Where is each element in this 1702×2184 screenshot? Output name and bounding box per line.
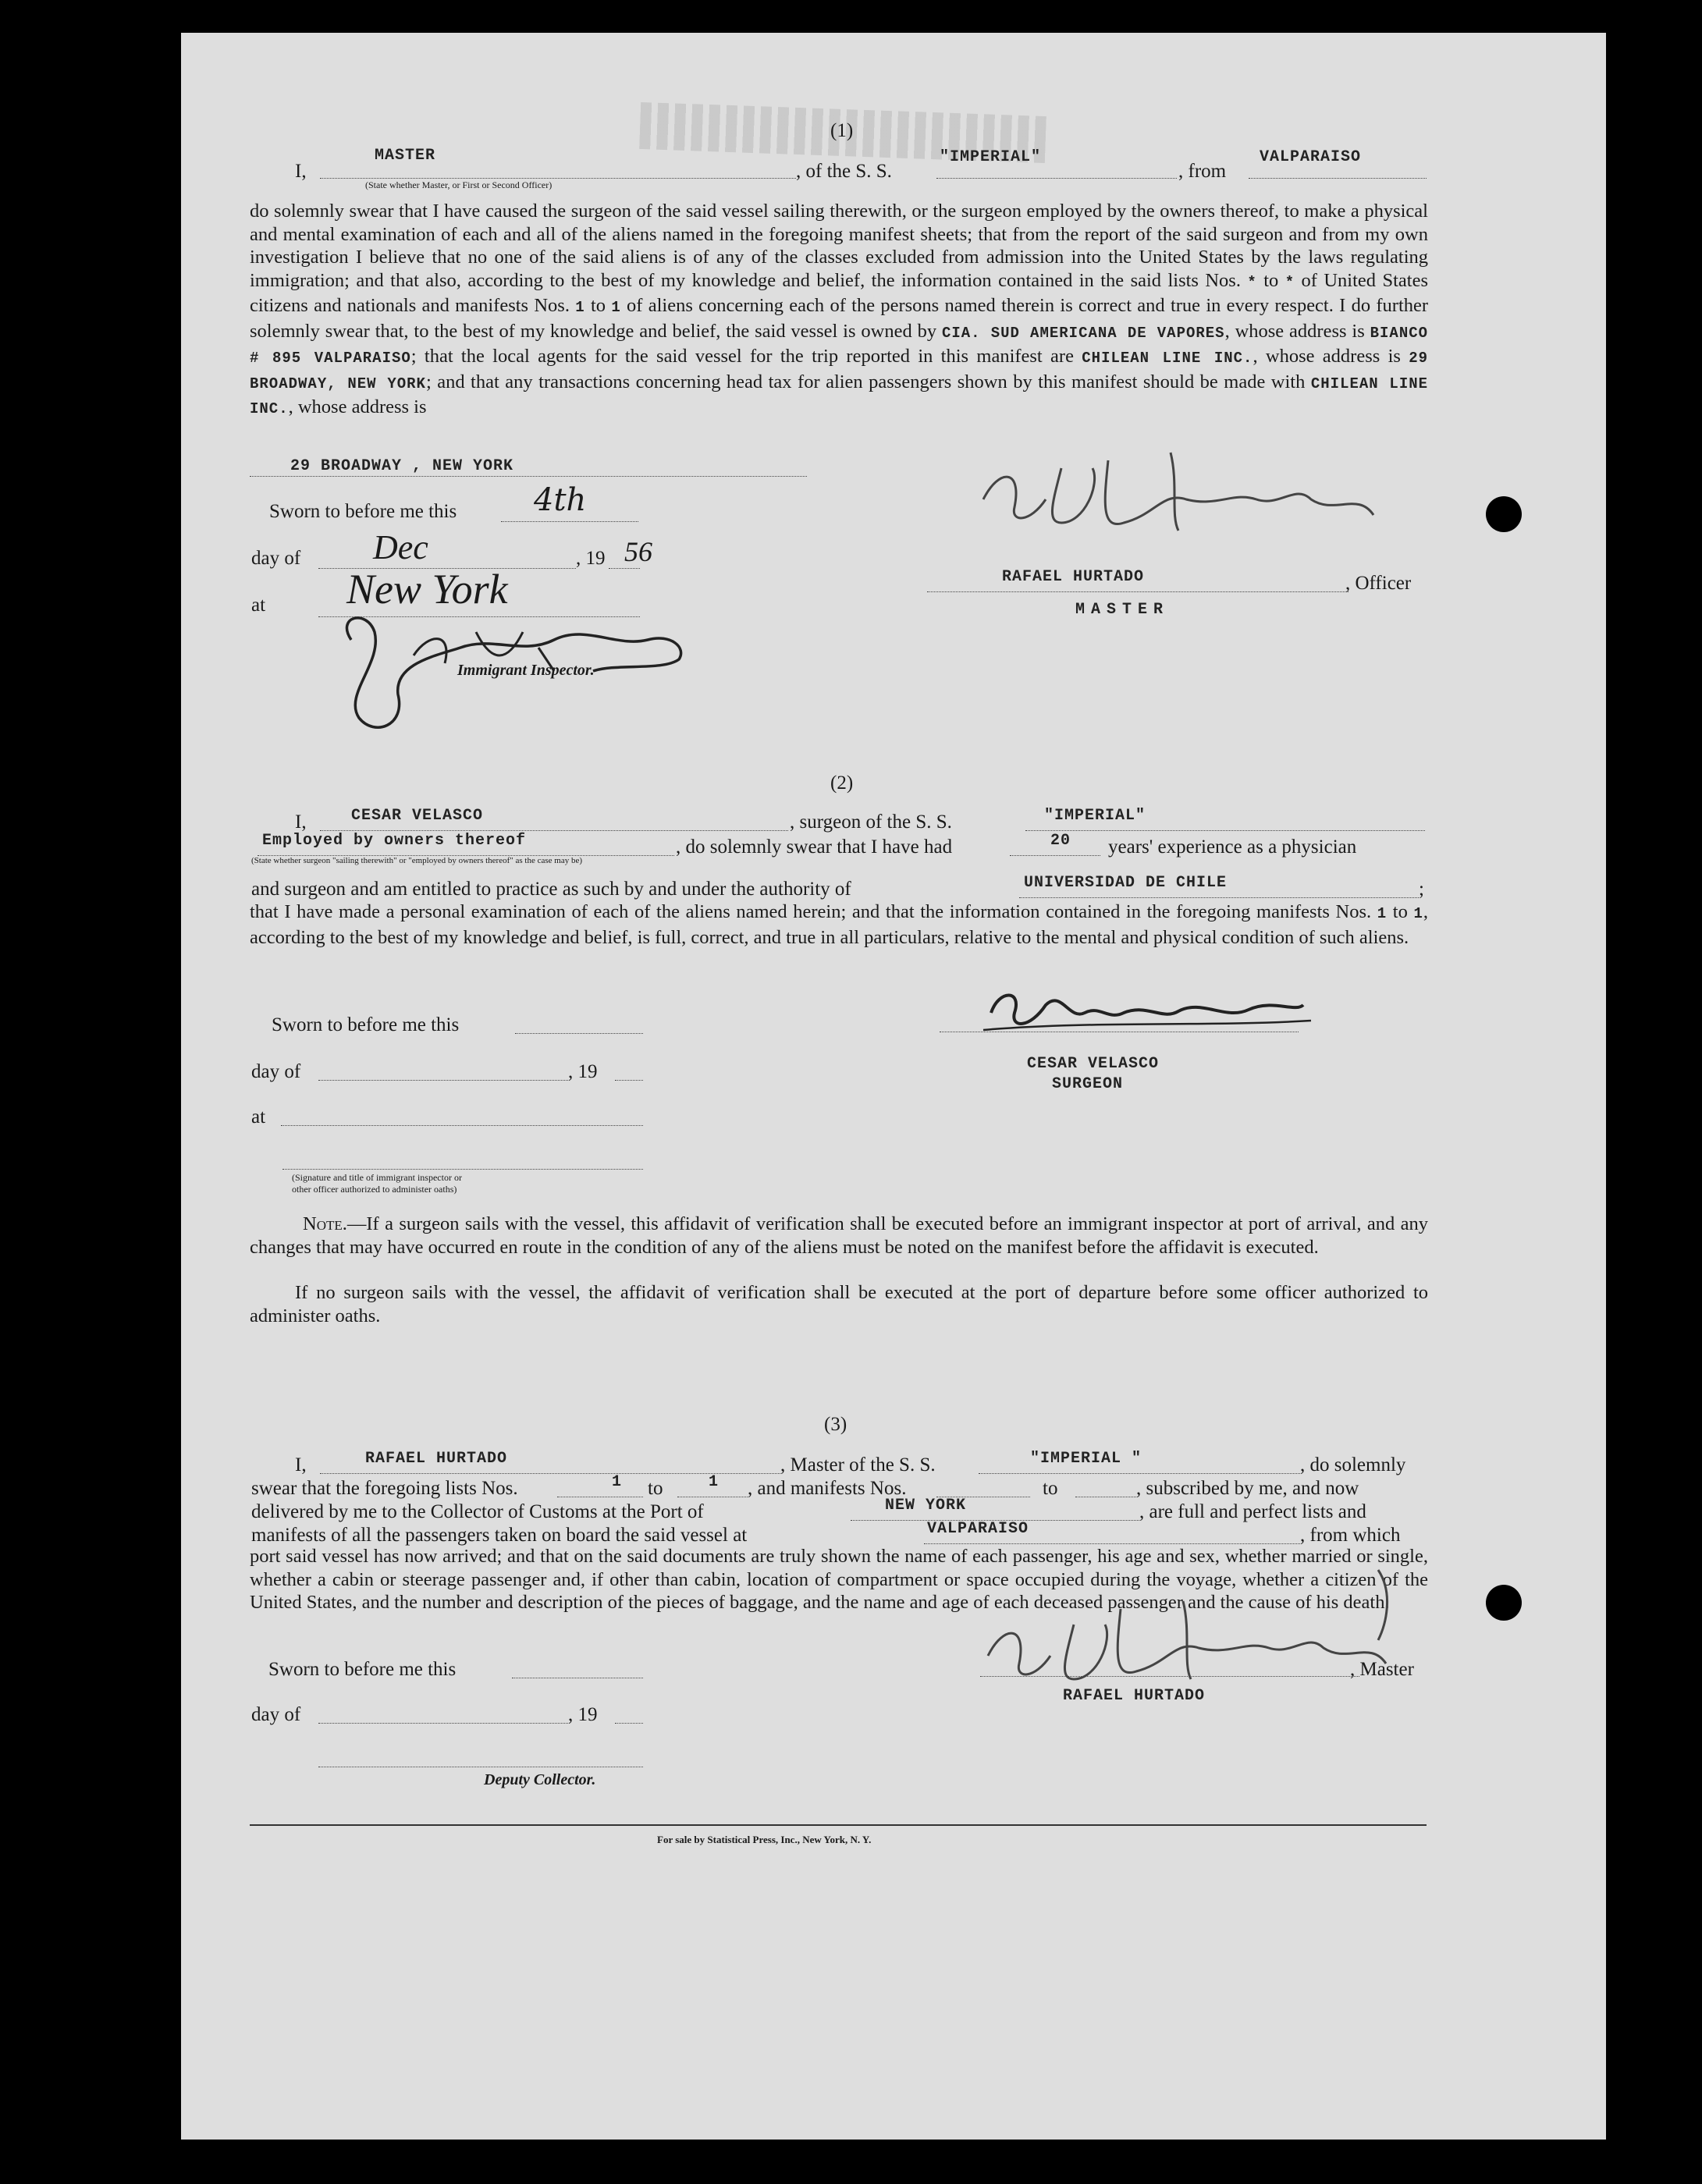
s2-manifest-from: 1 (1377, 905, 1388, 922)
s2-sig-caption-1: (Signature and title of immigrant inspector or (292, 1172, 462, 1183)
s1-inspector-caption: Immigrant Inspector. (457, 662, 595, 679)
s1-manifest-to: 1 (611, 299, 621, 316)
s2-authority: UNIVERSIDAD DE CHILE (1024, 874, 1228, 892)
surgeon-signature (975, 982, 1319, 1044)
s1-sworn-day: 4th (534, 482, 587, 518)
s2-experience-text: years' experience as a physician (1108, 836, 1357, 858)
s2-surgeon-name: CESAR VELASCO (351, 807, 484, 825)
s1-officer-name: RAFAEL HURTADO (1002, 568, 1145, 586)
punch-hole-top (1486, 496, 1522, 532)
s3-lists-to: 1 (709, 1473, 720, 1491)
s3-day-of: day of (251, 1704, 301, 1725)
s2-surgeon-title: SURGEON (1052, 1075, 1124, 1093)
s3-full-lists: , are full and perfect lists and (1139, 1501, 1366, 1522)
s3-master-print: RAFAEL HURTADO (1063, 1687, 1206, 1705)
s1-owner-address: BIANCO # 895 VALPARAISO (250, 324, 1429, 367)
s1-paragraph: do solemnly swear that I have caused the surgeon of the said vessel sailing therewith, or the surgeon employed by the owners thereof, to make a physical and mental examination of each and all of the aliens named in the foregoing manifest sheets; that from the report of the said surgeon and from my own investigation I believe that no one of the said aliens is of any of the classes excluded from admission into the United States by the laws regulating immigration; and that also, according to the best of my knowledge and belief, the information contained in the said lists Nos. * to * of United States citizens and nationals and manifests Nos. 1 to 1 of aliens concerning each of the persons named therein is correct and true in every respect. I do further solemnly swear that, to the best of my knowledge and belief, the said vessel is owned by CIA. SUD AMERICANA DE VAPORES, whose address is BIANCO # 895 VALPARAISO; that the local agents for the said vessel for the trip reported in this manifest are CHILEAN LINE INC., whose address is 29 BROADWAY, NEW YORK; and that any transactions concerning head tax for alien passengers shown by this manifest should be made with CHILEAN LINE INC., whose address is (250, 201, 1429, 417)
s3-swear-text: swear that the foregoing lists Nos. (251, 1478, 518, 1499)
s2-paragraph: that I have made a personal examination of each of the aliens named herein; and that the information contained in the foregoing manifests Nos. 1 to 1, according to the best of my knowledge and belief, is full, correct, and true in all particulars, relative to the mental and physical condition of such aliens. (250, 901, 1429, 948)
s2-i-label: I, (295, 811, 307, 833)
s2-at: at (251, 1106, 266, 1128)
s2-employment: Employed by owners thereof (262, 832, 527, 850)
s1-officer-word: , Officer (1345, 573, 1412, 594)
s3-to-2: to (1043, 1478, 1058, 1499)
s1-lists-from: * (1247, 273, 1257, 291)
s3-ship-name: "IMPERIAL " (1030, 1450, 1142, 1468)
s1-of-ss: , of the S. S. (796, 161, 892, 182)
s3-sworn-label: Sworn to before me this (268, 1659, 457, 1680)
s1-year-prefix: , 19 (576, 548, 606, 569)
master-signature-1 (968, 437, 1405, 554)
punch-hole-bottom (1486, 1585, 1522, 1621)
s2-manifest-to: 1 (1413, 905, 1423, 922)
s1-tax-agent: CHILEAN LINE INC. (250, 375, 1429, 417)
s1-departure-port: VALPARAISO (1260, 148, 1362, 166)
s3-master-of: , Master of the S. S. (780, 1454, 936, 1476)
s2-day-of: day of (251, 1061, 301, 1082)
s1-year-suffix: 56 (624, 536, 652, 567)
section-2-number: (2) (830, 772, 854, 794)
s1-ship-name: "IMPERIAL" (940, 148, 1042, 166)
s2-swear-text: , do solemnly swear that I have had (676, 836, 953, 858)
s1-i-label: I, (295, 161, 307, 182)
s3-to-1: to (648, 1478, 663, 1499)
s1-officer-rank: MASTER (375, 147, 436, 165)
s1-agents: CHILEAN LINE INC. (1082, 350, 1253, 367)
s1-rank-caption: (State whether Master, or First or Second Officer) (365, 179, 553, 190)
s3-name: RAFAEL HURTADO (365, 1450, 508, 1468)
s3-year-prefix: , 19 (568, 1704, 598, 1725)
s1-owner: CIA. SUD AMERICANA DE VAPORES (941, 324, 1225, 342)
s3-delivered-text: delivered by me to the Collector of Customs at the Port of (251, 1501, 704, 1522)
s2-authority-text: and surgeon and am entitled to practice as such by and under the authority of (251, 879, 851, 900)
s2-surgeon-print: CESAR VELASCO (1027, 1055, 1160, 1073)
note-label: Note. (303, 1213, 347, 1234)
section-3-number: (3) (824, 1414, 847, 1435)
s3-subscribed: , subscribed by me, and now (1136, 1478, 1359, 1499)
s1-officer-title: MASTER (1075, 601, 1170, 619)
s3-i-label: I, (295, 1454, 307, 1476)
s2-surgeon-of: , surgeon of the S. S. (790, 811, 952, 833)
s1-day-of: day of (251, 548, 301, 569)
s3-departure: VALPARAISO (927, 1520, 1029, 1538)
s3-deputy-caption: Deputy Collector. (484, 1771, 596, 1788)
section-1-number: (1) (830, 120, 854, 141)
s3-port: NEW YORK (885, 1497, 967, 1515)
s1-sworn-label: Sworn to before me this (269, 501, 457, 522)
s1-place: New York (346, 566, 508, 613)
footer-rule (250, 1824, 1427, 1826)
s2-employment-caption: (State whether surgeon "sailing therewith" or "employed by owners thereof" as the case may be) (251, 856, 583, 865)
s1-agent-address: 29 BROADWAY, NEW YORK (250, 350, 1429, 392)
s1-lists-to: * (1284, 273, 1295, 291)
s3-lists-from: 1 (612, 1473, 623, 1491)
note-paragraph: Note.—If a surgeon sails with the vessel, this affidavit of verification shall be executed before an immigrant inspector at port of arrival, and any changes that may have occurred en route in the condition of any of the aliens must be noted on the manifest before the affidavit is executed. (250, 1213, 1428, 1258)
s2-ship-name: "IMPERIAL" (1044, 807, 1146, 825)
s2-year-prefix: , 19 (568, 1061, 598, 1082)
s1-manifest-from: 1 (575, 299, 585, 316)
s1-from-label: , from (1178, 161, 1227, 182)
s2-sig-caption-2: other officer authorized to administer oaths) (292, 1184, 457, 1195)
footer-text: For sale by Statistical Press, Inc., New York, N. Y. (657, 1834, 872, 1845)
s3-and-manifests: , and manifests Nos. (748, 1478, 907, 1499)
s2-semicolon: ; (1419, 879, 1424, 900)
s3-manifests-text: manifests of all the passengers taken on board the said vessel at (251, 1525, 748, 1546)
s2-years: 20 (1050, 832, 1071, 850)
s2-sworn-label: Sworn to before me this (272, 1014, 460, 1035)
s1-month: Dec (373, 528, 428, 566)
note-paragraph-2: If no surgeon sails with the vessel, the affidavit of verification shall be executed at the port of departure before some officer authorized to administer oaths. (250, 1282, 1428, 1326)
s1-at: at (251, 595, 266, 616)
s1-tax-address: 29 BROADWAY , NEW YORK (290, 457, 514, 475)
s3-paragraph: port said vessel has now arrived; and that on the said documents are truly shown the name of each passenger, his age and sex, whether married or single, whether a cabin or steerage passenger and, if other than cabin, location of compartment or space occupied during the voyage, whether a citizen of the United States, and the number and description of the pieces of baggage, and the name and age of each deceased passenger and the cause of his death. (250, 1546, 1428, 1613)
s3-master-word: , Master (1350, 1659, 1414, 1680)
s3-do-solemnly: , do solemnly (1300, 1454, 1406, 1476)
s3-from-which: , from which (1300, 1525, 1401, 1546)
